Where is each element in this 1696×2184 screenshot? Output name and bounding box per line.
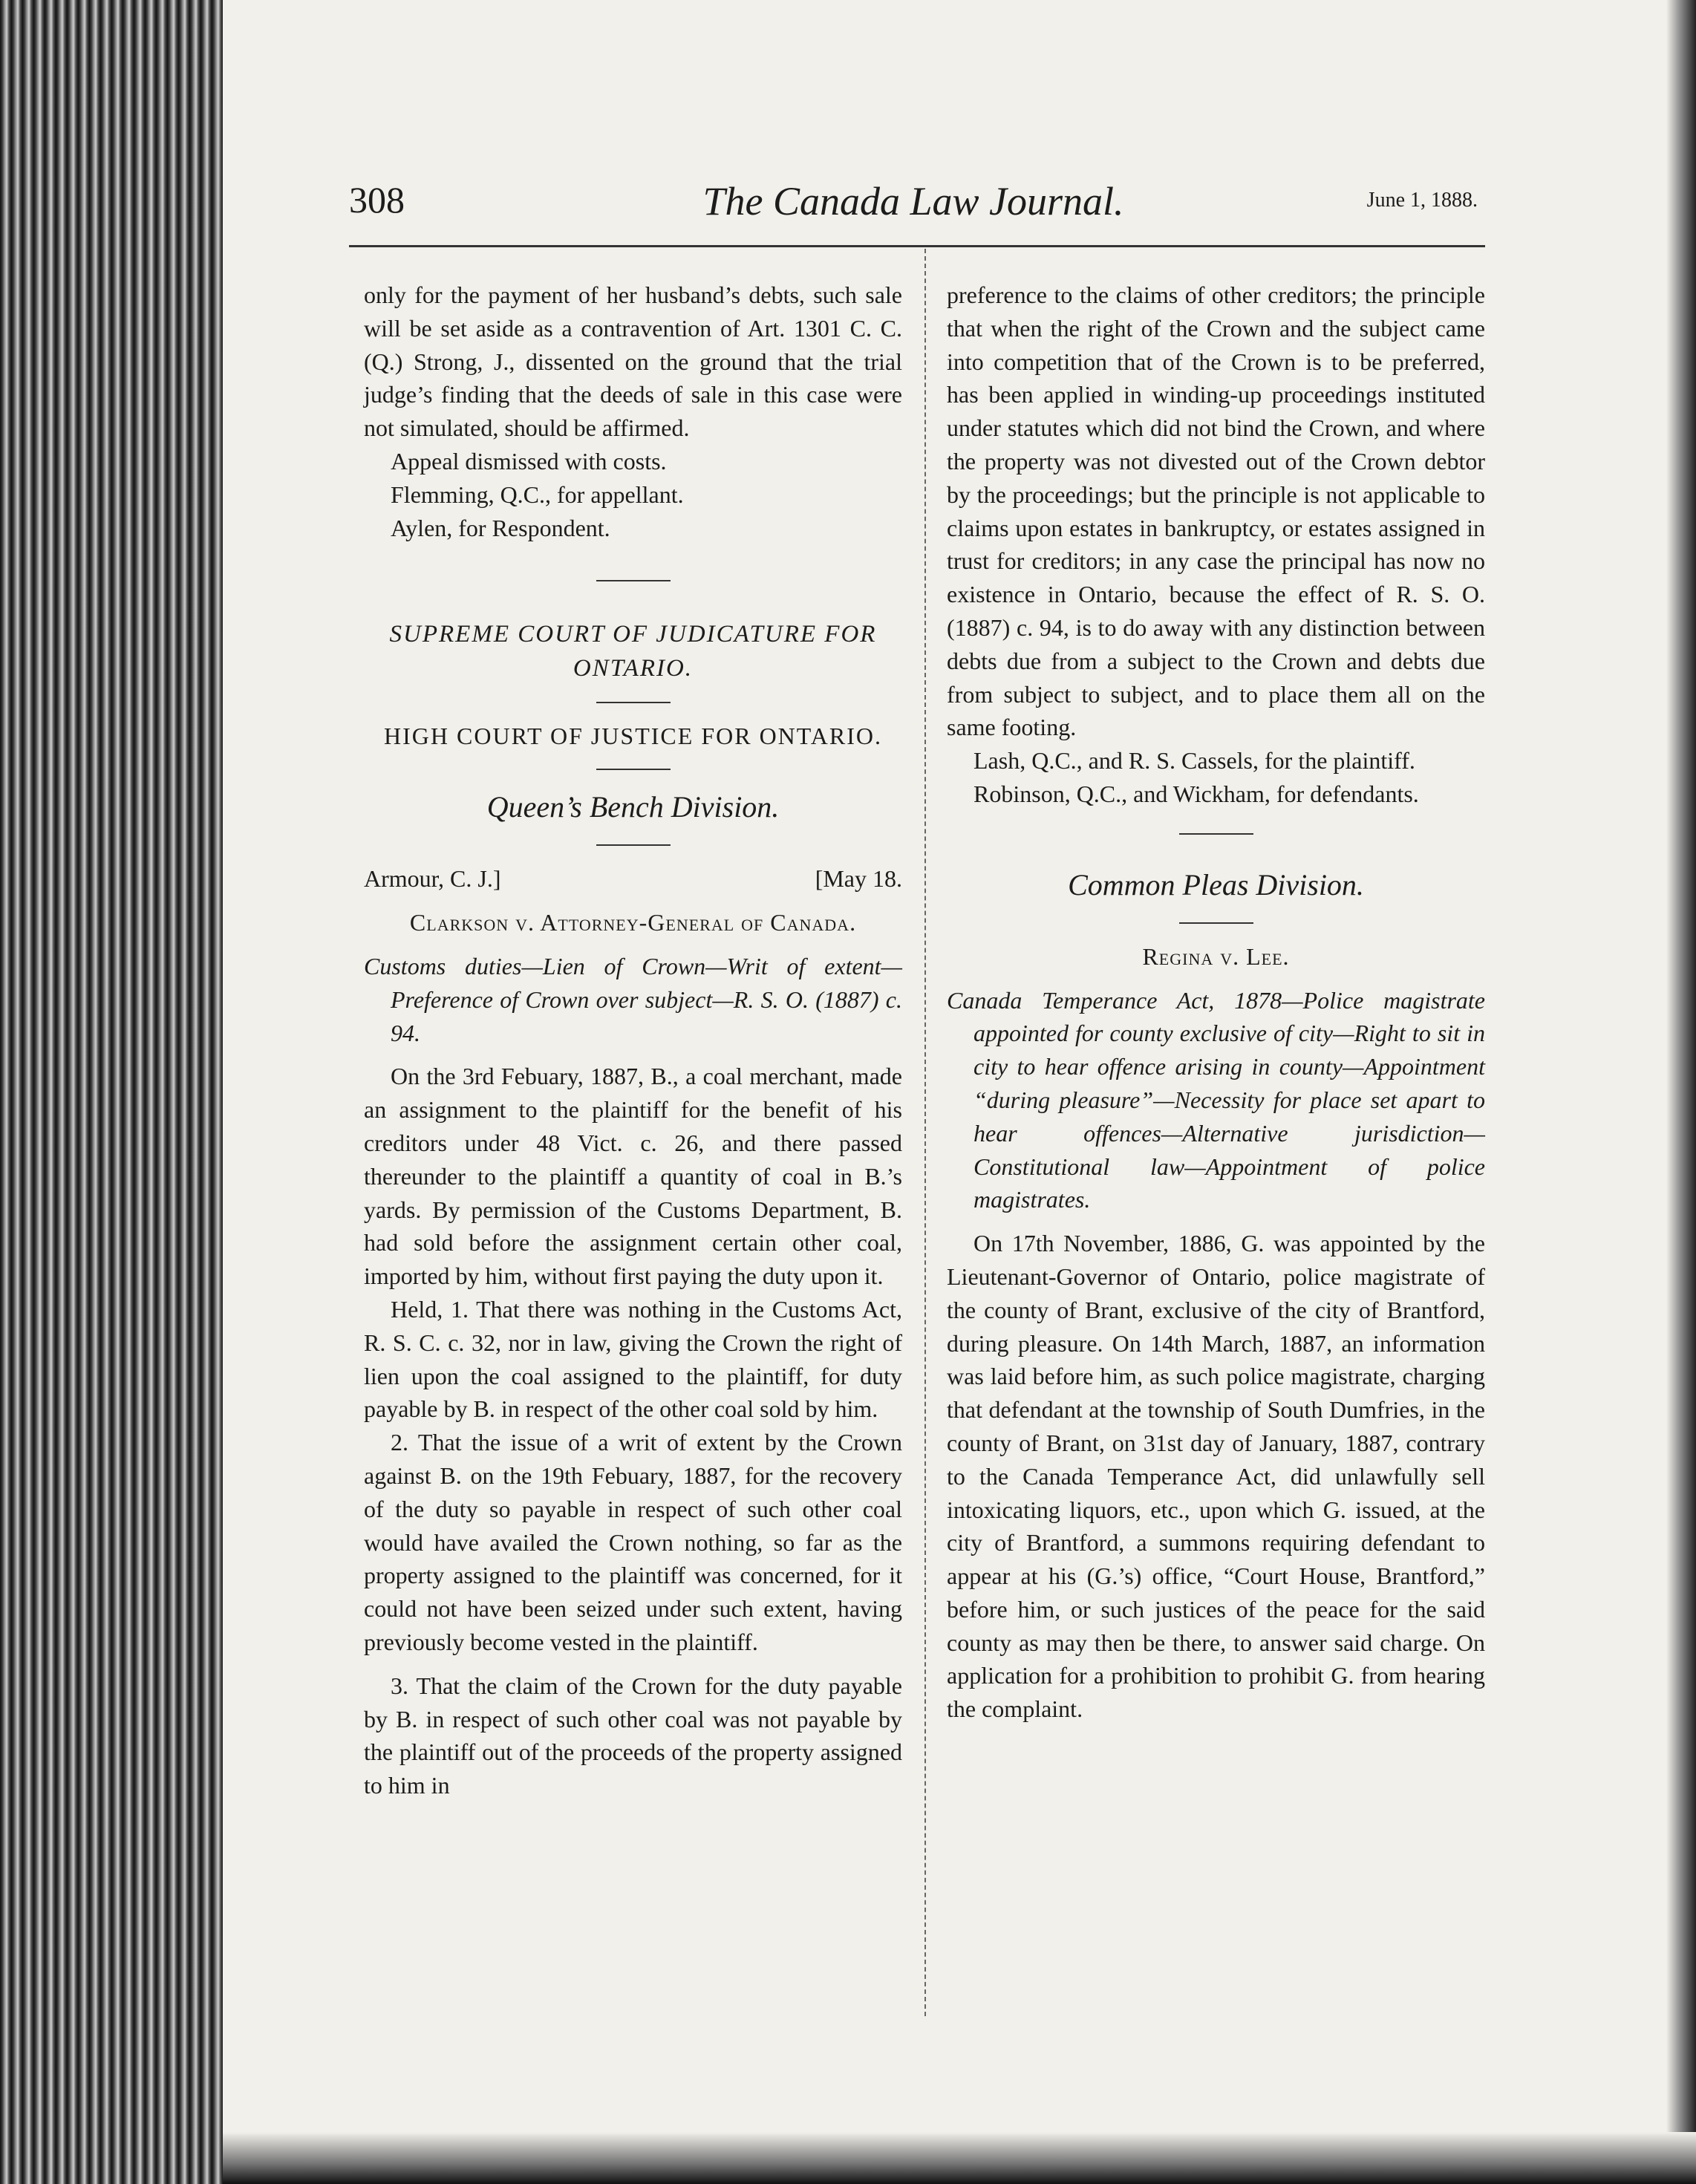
page-shadow-bottom — [223, 2132, 1696, 2184]
issue-date: June 1, 1888. — [1366, 189, 1478, 212]
scan-binding-edge — [0, 0, 245, 2184]
holding-1: Held, 1. That there was nothing in the Customs Act, R. S. C. c. 32, nor in law, giving the Crown the right of lien upon the coal assigned to the plaintiff, for duty payable by B. in respect of the other coal sold by him. — [364, 1295, 902, 1423]
judgment-continuation: preference to the claims of other creditors; the principle that when the right of the Crown and the subject came into competition that of the Crown is to be preferred, has been applied in winding-up proceedings instituted under statutes which did not bind the Crown, and where the property was not divested out of the Crown debtor by the proceedings; but the principle is not applicable to claims upon estates in bankruptcy, or estates assigned in trust for creditors; in any case the principal has now no existence in Ontario, because the effect of R. S. O. (1887) c. 94, is to do away with any distinction between debts due from a subject to the Crown and debts due from subject to subject, and to place them all on the same footing. — [947, 281, 1485, 741]
court-subheading: HIGH COURT OF JUSTICE FOR ONTARIO. — [384, 723, 882, 750]
judge-name: Armour, C. J.] — [364, 865, 501, 893]
headnote: Customs duties—Lien of Crown—Writ of extent—Preference of Crown over subject—R. S. O. (1887) c. 94. — [364, 952, 902, 1046]
counsel-defendants: Robinson, Q.C., and Wickham, for defendants. — [973, 780, 1419, 807]
left-column — [364, 278, 902, 1802]
section-rule — [1179, 922, 1253, 924]
section-rule — [596, 844, 671, 846]
journal-page — [223, 0, 1696, 2184]
court-heading: SUPREME COURT OF JUDICATURE FOR ONTARIO. — [389, 621, 877, 682]
section-rule — [1179, 833, 1253, 835]
journal-title: The Canada Law Journal. — [702, 179, 1124, 224]
case-title: Clarkson v. Attorney-General of Canada. — [409, 909, 857, 936]
headnote: Canada Temperance Act, 1878—Police magistrate appointed for county exclusive of city—Right to sit in city to hear offence arising in county—Appointment “during pleasure”—Necessity for place set apart to hear offences—Alternative jurisdiction—Constitutional law—Appointment of police magistrates. — [947, 986, 1485, 1213]
case-facts: On the 3rd Febuary, 1887, B., a coal merchant, made an assignment to the plaintiff for the benefit of his creditors under 48 Vict. c. 26, and there passed thereunder to the plaintiff a quantity of coal in B.’s yards. By permission of the Customs Department, B. had sold before the assignment certain other coal, imported by him, without first paying the duty upon it. — [364, 1063, 902, 1290]
case-facts: On 17th November, 1886, G. was appointed by the Lieutenant-Governor of Ontario, police magistrate of the county of Brant, exclusive of the city of Brantford, during pleasure. On 14th March, 1887, an information was laid before him, as such police magistrate, charging that defendant at the township of South Dumfries, in the county of Brant, on 31st day of January, 1887, contrary to the Canada Temperance Act, did unlawfully sell intoxicating liquors, etc., upon which G. issued, at the city of Brantford, a summons requiring defendant to appear at his (G.’s) office, “Court House, Brantford,” before him, or such justices of the peace for the said county as may then be there, to answer said charge. On application for a prohibition to prohibit G. from hearing the complaint. — [947, 1230, 1485, 1723]
page-shadow-right — [1666, 0, 1696, 2184]
counsel-plaintiff: Lash, Q.C., and R. S. Cassels, for the plaintiff. — [973, 747, 1415, 775]
column-divider — [924, 249, 926, 2016]
section-rule — [596, 580, 671, 581]
division-heading: Queen’s Bench Division. — [486, 790, 780, 824]
section-rule — [596, 769, 671, 770]
holding-3: 3. That the claim of the Crown for the duty payable by B. in respect of such other coal was not payable by the plaintiff out of the proceeds of the property assigned to him in — [364, 1672, 902, 1799]
case-result: Appeal dismissed with costs. — [391, 447, 667, 475]
right-column — [947, 278, 1485, 1726]
counsel-appellant: Flemming, Q.C., for appellant. — [391, 480, 684, 508]
judge-line — [364, 862, 902, 896]
case-title: Regina v. Lee. — [1142, 942, 1290, 970]
holding-2: 2. That the issue of a writ of extent by the Crown against B. on the 19th Febuary, 1887, for the recovery of the duty so payable in respect of such other coal would have availed the Crown nothing, so far as the property assigned to the plaintiff was concerned, for it could not have been seized under such extent, having previously become vested in the plaintiff. — [364, 1429, 902, 1655]
counsel-respondent: Aylen, for Respondent. — [391, 514, 610, 541]
page-header — [349, 178, 1478, 238]
division-heading: Common Pleas Division. — [1068, 867, 1364, 902]
opening-paragraph: only for the payment of her husband’s debts, such sale will be set aside as a contravention of Art. 1301 C. C. (Q.) Strong, J., dissented on the ground that the trial judge’s finding that the deeds of sale in this case were not simulated, should be affirmed. — [364, 281, 902, 442]
page-number: 308 — [349, 179, 405, 221]
judgment-date: [May 18. — [815, 865, 902, 893]
section-rule — [596, 702, 671, 703]
header-rule — [349, 245, 1485, 247]
